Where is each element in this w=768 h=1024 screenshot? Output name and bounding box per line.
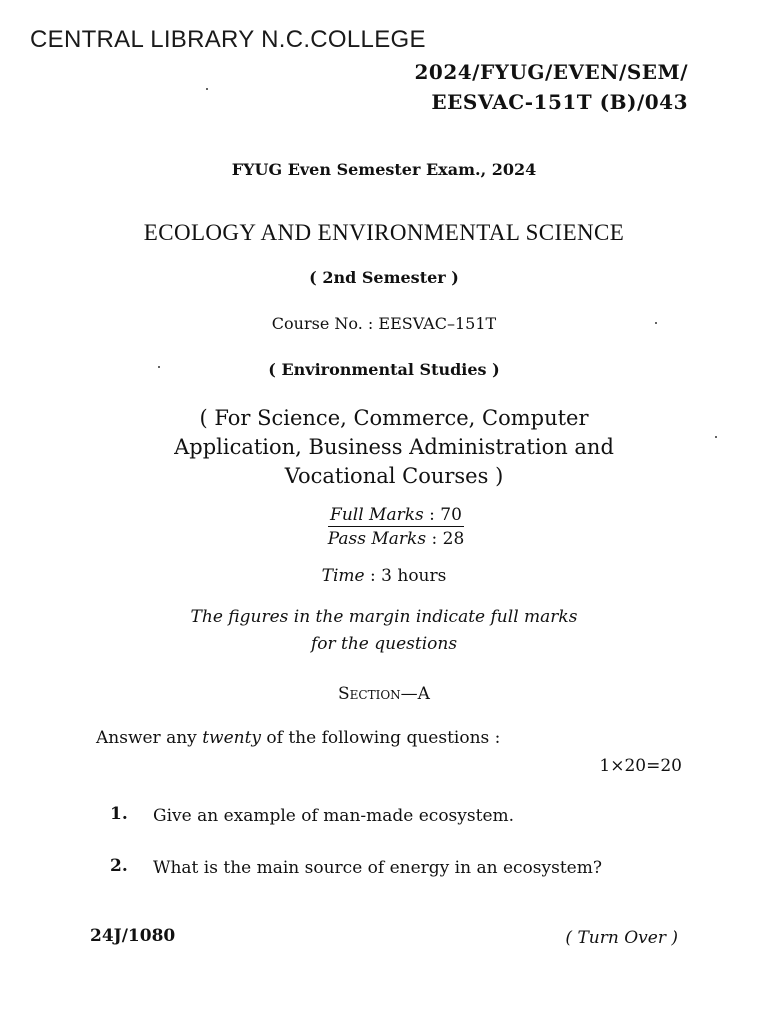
applicable-courses-line2: Application, Business Administration and [174,435,614,459]
applicable-courses-line3: Vocational Courses ) [284,464,504,488]
semester: ( 2nd Semester ) [309,268,459,287]
instruction [0,604,768,658]
pass-marks-label: Pass Marks [327,529,427,549]
answer-post: of the following questions : [266,728,501,748]
instruction-line2: for the questions [310,634,458,654]
paper-code-line2: EESVAC-151T (B)/043 [431,90,688,114]
time-value: 3 hours [381,566,447,586]
scan-speck [158,366,160,368]
section-heading: Section—A [338,684,430,704]
exam-title: FYUG Even Semester Exam., 2024 [231,160,537,179]
full-marks: Full Marks : 70 [328,505,465,527]
library-stamp: CENTRAL LIBRARY N.C.COLLEGE [30,26,426,53]
full-marks-label: Full Marks [330,505,424,525]
paper-name: ( Environmental Studies ) [268,360,500,379]
question-1-number: 1. [110,804,128,824]
instruction-line1: The figures in the margin indicate full marks [190,607,578,627]
question-2-text: What is the main source of energy in an ecosystem? [153,858,602,878]
turn-over: ( Turn Over ) [565,928,678,948]
scan-speck [206,88,208,90]
pass-marks: Pass Marks : 28 [327,529,465,549]
course-number: Course No. : EESVAC–151T [271,314,497,333]
answer-instruction [96,728,500,748]
answer-pre: Answer any [96,728,197,748]
question-1-text: Give an example of man-made ecosystem. [153,806,515,826]
applicable-courses [100,404,688,491]
time-label: Time [321,566,365,586]
exam-time: Time : 3 hours [321,566,447,586]
subject-title: ECOLOGY AND ENVIRONMENTAL SCIENCE [143,220,625,245]
paper-code-line1: 2024/FYUG/EVEN/SEM/ [414,60,688,84]
scan-speck [715,436,717,438]
marks-block [0,505,768,549]
question-2-number: 2. [110,856,128,876]
scan-speck [655,322,657,324]
applicable-courses-line1: ( For Science, Commerce, Computer [199,406,589,430]
pass-marks-value: 28 [442,529,465,549]
answer-emphasis: twenty [202,728,262,748]
footer-code: 24J/1080 [90,926,176,946]
full-marks-value: 70 [440,505,462,525]
section-marks: 1×20=20 [599,756,682,776]
